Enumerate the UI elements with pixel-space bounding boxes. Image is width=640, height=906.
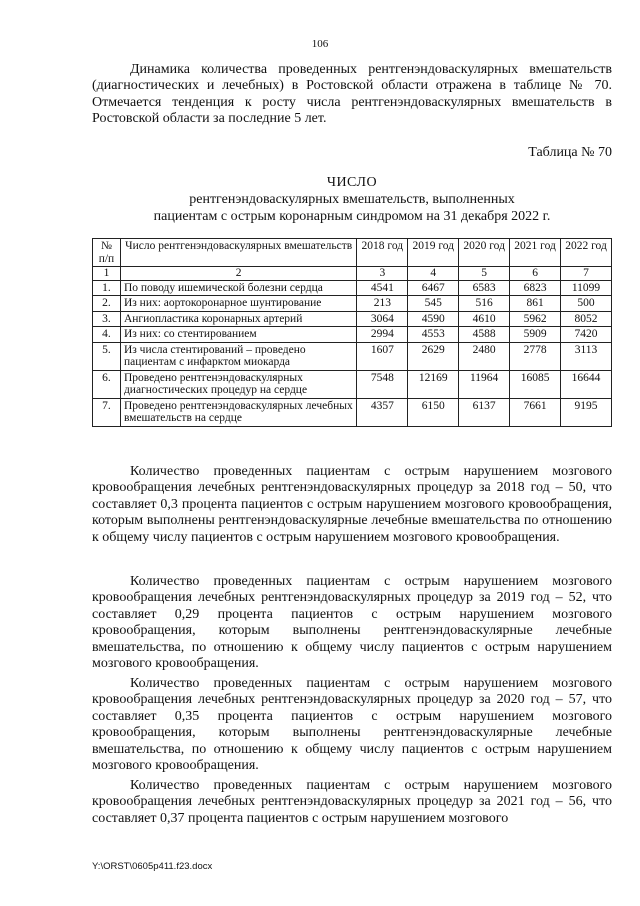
header-year: 2020 год — [459, 239, 510, 267]
row-label: Из них: аортокоронарное шунтирование — [120, 296, 356, 312]
column-index: 1 — [93, 267, 121, 281]
header-label: Число рентгенэндоваскулярных вмешательств — [120, 239, 356, 267]
table-header-row — [93, 239, 612, 267]
row-value: 9195 — [561, 398, 612, 426]
row-value: 213 — [357, 296, 408, 312]
row-value: 5909 — [510, 327, 561, 343]
table-label: Таблица № 70 — [528, 145, 612, 160]
row-value: 6137 — [459, 398, 510, 426]
column-index-row — [93, 267, 612, 281]
column-index: 7 — [561, 267, 612, 281]
row-number: 6. — [93, 370, 121, 398]
row-value: 545 — [408, 296, 459, 312]
row-value: 12169 — [408, 370, 459, 398]
header-num: № п/п — [93, 239, 121, 267]
row-value: 6467 — [408, 280, 459, 296]
column-index: 4 — [408, 267, 459, 281]
row-value: 6150 — [408, 398, 459, 426]
row-value: 11099 — [561, 280, 612, 296]
row-value: 2629 — [408, 342, 459, 370]
table-title — [92, 174, 612, 225]
row-value: 2778 — [510, 342, 561, 370]
row-number: 1. — [93, 280, 121, 296]
table-title-caps: ЧИСЛО — [326, 175, 378, 190]
row-value: 4541 — [357, 280, 408, 296]
row-label: Ангиопластика коронарных артерий — [120, 311, 356, 327]
row-value: 7661 — [510, 398, 561, 426]
row-value: 11964 — [459, 370, 510, 398]
column-index: 3 — [357, 267, 408, 281]
body-paragraph-2021: Количество проведенных пациентам с острым нарушением мозгового кровообращения лечебных рентгенэндоваскулярных процедур за 2021 год – 56, что составляет 0,37 процента пациентов с острым нарушением мозгового — [92, 778, 612, 826]
row-value: 4610 — [459, 311, 510, 327]
header-year: 2019 год — [408, 239, 459, 267]
row-label: Из числа стентирований – проведено пациентам с инфарктом миокарда — [120, 342, 356, 370]
intro-paragraph: Динамика количества проведенных рентгенэндоваскулярных вмешательств (диагностических и лечебных) в Ростовской области отражена в таблице № 70. Отмечается тенденция к росту числа рентгенэндоваскулярных вмешательств в Ростовской области за последние 5 лет. — [92, 62, 612, 127]
row-value: 3113 — [561, 342, 612, 370]
row-label: Проведено рентгенэндоваскулярных лечебных вмешательств на сердце — [120, 398, 356, 426]
table-row — [93, 280, 612, 296]
row-number: 2. — [93, 296, 121, 312]
table-row — [93, 327, 612, 343]
table-title-line-2: пациентам с острым коронарным синдромом на 31 декабря 2022 г. — [153, 209, 551, 224]
column-index: 2 — [120, 267, 356, 281]
row-value: 516 — [459, 296, 510, 312]
column-index: 6 — [510, 267, 561, 281]
body-paragraph-2019: Количество проведенных пациентам с острым нарушением мозгового кровообращения лечебных рентгенэндоваскулярных процедур за 2019 год – 52, что составляет 0,29 процента пациентов с острым нарушением мозгового кровообращения, которым выполнены рентгенэндоваскулярные лечебные вмешательства, по отношению к общему числу пациентов с острым нарушением мозгового кровообращения. — [92, 574, 612, 672]
row-value: 4588 — [459, 327, 510, 343]
table-row — [93, 296, 612, 312]
row-value: 6583 — [459, 280, 510, 296]
header-year: 2022 год — [561, 239, 612, 267]
row-value: 4590 — [408, 311, 459, 327]
table-row — [93, 311, 612, 327]
row-value: 7548 — [357, 370, 408, 398]
row-number: 3. — [93, 311, 121, 327]
row-value: 5962 — [510, 311, 561, 327]
row-value: 3064 — [357, 311, 408, 327]
interventions-table — [92, 238, 612, 427]
header-year: 2018 год — [357, 239, 408, 267]
row-value: 861 — [510, 296, 561, 312]
body-paragraph-2018: Количество проведенных пациентам с острым нарушением мозгового кровообращения лечебных рентгенэндоваскулярных процедур за 2018 год – 50, что составляет 0,3 процента пациентов с острым нарушением мозгового кровообращения, которым выполнены рентгенэндоваскулярные лечебные вмешательства по отношению к общему числу пациентов с острым нарушением мозгового кровообращения. — [92, 464, 612, 545]
column-index: 5 — [459, 267, 510, 281]
row-value: 16085 — [510, 370, 561, 398]
body-paragraph-2020: Количество проведенных пациентам с острым нарушением мозгового кровообращения лечебных рентгенэндоваскулярных процедур за 2020 год – 57, что составляет 0,35 процента пациентов с острым нарушением мозгового кровообращения, которым выполнены рентгенэндоваскулярные лечебные вмешательства, по отношению к общему числу пациентов с острым нарушением мозгового кровообращения. — [92, 676, 612, 774]
row-value: 8052 — [561, 311, 612, 327]
table-title-line-1: рентгенэндоваскулярных вмешательств, выполненных — [189, 192, 515, 207]
file-path-footer: Y:\ORST\0605p411.f23.docx — [92, 861, 213, 872]
table-row — [93, 342, 612, 370]
row-number: 4. — [93, 327, 121, 343]
row-number: 5. — [93, 342, 121, 370]
row-value: 4553 — [408, 327, 459, 343]
table-row — [93, 370, 612, 398]
row-value: 1607 — [357, 342, 408, 370]
row-value: 4357 — [357, 398, 408, 426]
row-value: 16644 — [561, 370, 612, 398]
row-value: 2480 — [459, 342, 510, 370]
row-label: По поводу ишемической болезни сердца — [120, 280, 356, 296]
row-value: 500 — [561, 296, 612, 312]
row-value: 2994 — [357, 327, 408, 343]
row-value: 6823 — [510, 280, 561, 296]
row-label: Из них: со стентированием — [120, 327, 356, 343]
row-number: 7. — [93, 398, 121, 426]
row-label: Проведено рентгенэндоваскулярных диагностических процедур на сердце — [120, 370, 356, 398]
row-value: 7420 — [561, 327, 612, 343]
page-number: 106 — [311, 38, 329, 50]
table-row — [93, 398, 612, 426]
header-year: 2021 год — [510, 239, 561, 267]
